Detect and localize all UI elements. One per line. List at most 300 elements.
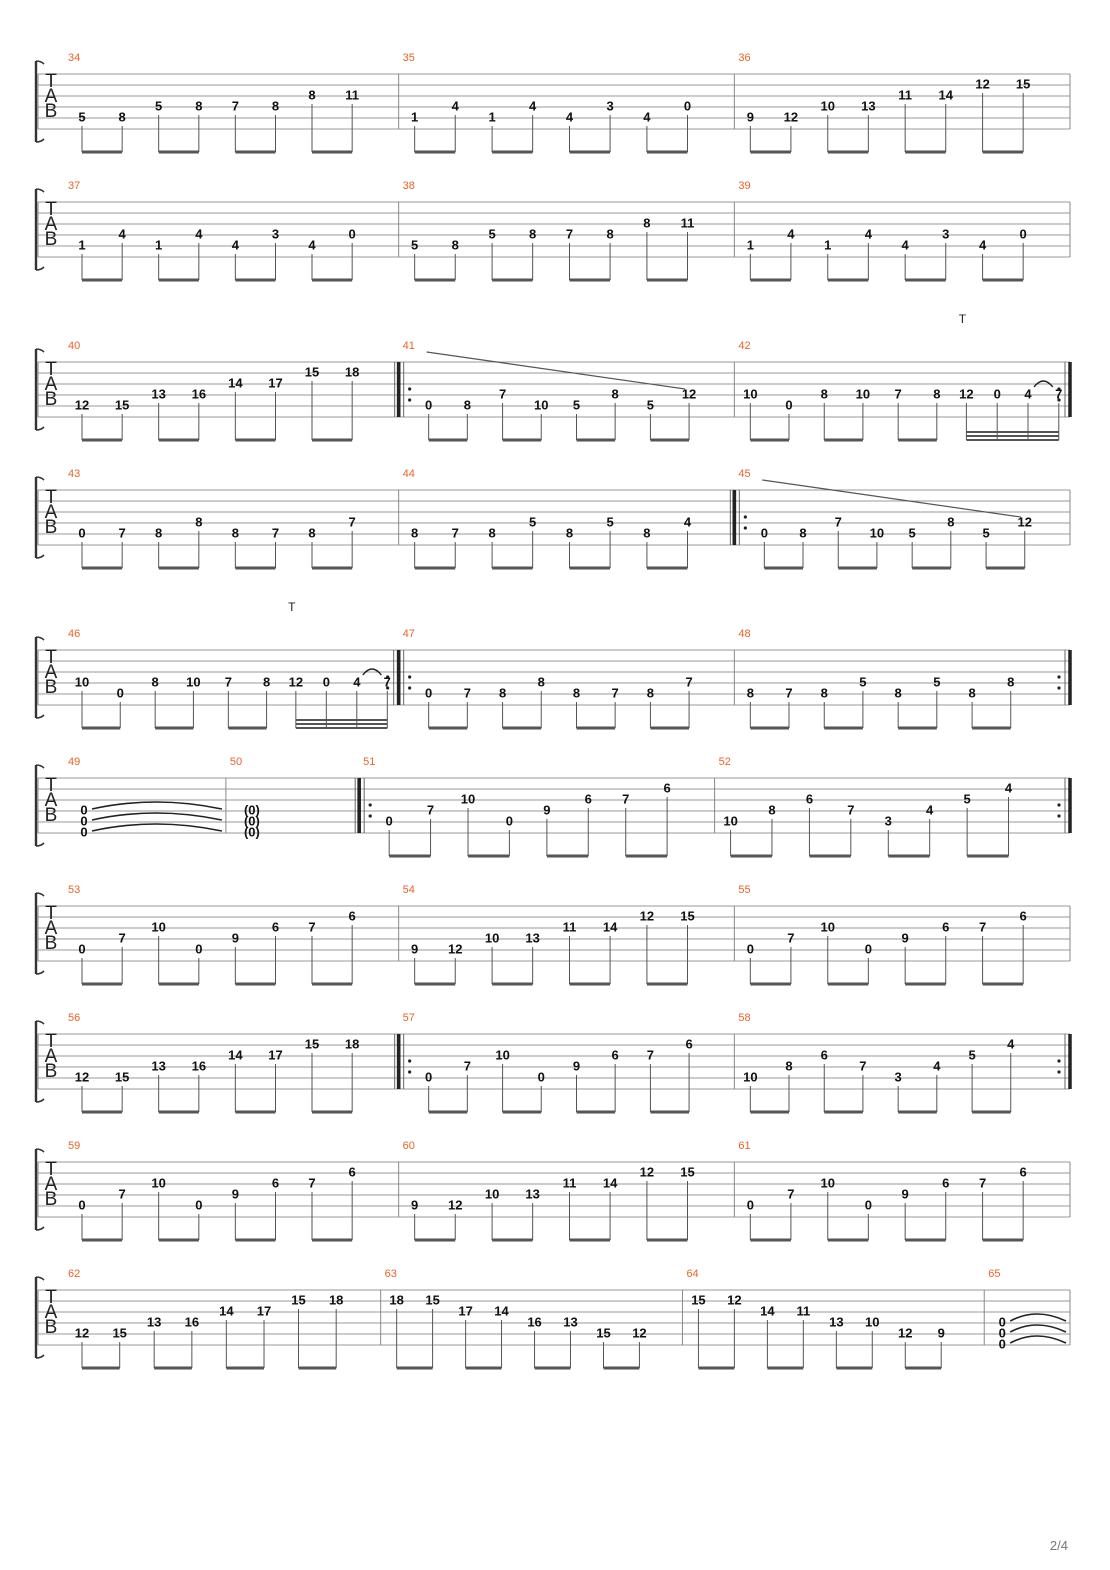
tab-clef-letter: B [44, 229, 58, 251]
fret-number: 8 [746, 685, 754, 701]
measure-48 [738, 628, 1070, 728]
fret-number: 8 [151, 674, 159, 690]
fret-number: 6 [271, 1175, 280, 1191]
fret-number: 4 [118, 226, 126, 242]
fret-number: 0 [425, 397, 433, 413]
tab-clef-letter: A [44, 86, 58, 108]
tab-clef-letter: T [45, 775, 57, 797]
measure-47 [399, 628, 735, 728]
fret-number: 13 [563, 1314, 578, 1330]
fret-number: 15 [114, 1069, 130, 1085]
fret-number: 10 [151, 1175, 166, 1191]
fret-number: 0 [683, 98, 692, 114]
fret-number: 8 [537, 674, 545, 690]
fret-number: 1 [155, 237, 163, 253]
tab-clef-letter: A [44, 1302, 58, 1324]
fret-number: 12 [639, 1164, 655, 1180]
measure-number: 51 [363, 755, 376, 768]
fret-number: 4 [1007, 1036, 1015, 1052]
fret-number: 7 [685, 674, 693, 690]
tie-arc [92, 813, 222, 820]
fret-number: 9 [937, 1325, 945, 1341]
fret-number: 15 [680, 908, 695, 924]
tap-marker: T [288, 600, 296, 615]
fret-number: 0 [78, 1197, 86, 1213]
fret-number: 9 [411, 1197, 419, 1213]
fret-number: 1 [824, 237, 832, 253]
fret-number: 10 [534, 397, 549, 413]
fret-number: 4 [565, 109, 574, 125]
fret-number: 12 [288, 674, 304, 690]
fret-number: 12 [448, 941, 463, 957]
fret-number: 7 [785, 685, 793, 701]
fret-number: 0 [425, 1069, 433, 1085]
fret-number: 0 [1019, 226, 1027, 242]
fret-number: 18 [328, 1292, 344, 1308]
fret-number: 0 [746, 941, 754, 957]
fret-number: 14 [602, 919, 618, 935]
tie-arc [1010, 1325, 1066, 1332]
tab-system [36, 180, 1070, 280]
fret-number: 8 [155, 525, 163, 541]
measure-35 [403, 52, 735, 152]
fret-number: 4 [926, 802, 934, 818]
fret-number: 11 [796, 1303, 811, 1319]
fret-number: 13 [525, 1186, 540, 1202]
fret-number: 8 [308, 525, 316, 541]
fret-number: 0 [385, 813, 393, 829]
fret-number: 17 [268, 375, 283, 391]
tab-system [36, 312, 1070, 440]
measure-50 [230, 756, 359, 840]
fret-number: 8 [968, 685, 976, 701]
fret-number: 7 [622, 791, 630, 807]
repeat-dot [408, 1059, 411, 1062]
slide-line [427, 352, 685, 389]
fret-number: 10 [869, 525, 885, 541]
fret-number: 7 [834, 514, 842, 530]
fret-number: 10 [820, 1175, 835, 1191]
fret-number: 7 [308, 919, 316, 935]
tab-clef-letter: T [45, 647, 57, 669]
tab-clef-letter: T [45, 1287, 57, 1309]
fret-number: 7 [271, 525, 280, 541]
tab-clef-letter: A [44, 1174, 58, 1196]
fret-number: 5 [78, 109, 86, 125]
measure-number: 57 [402, 1011, 415, 1024]
repeat-dot [744, 515, 747, 518]
fret-number: 14 [219, 1303, 234, 1319]
repeat-dot [1057, 1070, 1060, 1073]
fret-number: 7 [451, 525, 459, 541]
repeat-dot [408, 675, 411, 678]
fret-number: 4 [231, 237, 239, 253]
repeat-dot [369, 803, 372, 806]
fret-number: 5 [529, 514, 537, 530]
fret-number: 13 [151, 386, 166, 402]
fret-number: 9 [901, 1186, 909, 1202]
fret-number: 8 [488, 525, 496, 541]
fret-number: (0) [243, 824, 260, 840]
measure-53 [68, 884, 399, 984]
fret-number: 6 [348, 1164, 356, 1180]
fret-number: 8 [646, 685, 655, 701]
fret-number: 8 [195, 98, 203, 114]
measure-52 [719, 756, 1070, 856]
fret-number: 4 [933, 1058, 941, 1074]
fret-number: 17 [256, 1303, 272, 1319]
fret-number: 0 [425, 685, 433, 701]
fret-number: 10 [74, 674, 90, 690]
fret-number: 7 [463, 685, 471, 701]
tab-clef-letter: B [44, 389, 58, 411]
fret-number: 8 [118, 109, 126, 125]
repeat-dot [1057, 1059, 1060, 1062]
tie-arc [1010, 1314, 1066, 1321]
fret-number: 5 [488, 226, 496, 242]
fret-number: 5 [963, 791, 971, 807]
measure-41 [399, 340, 735, 440]
fret-number: 5 [908, 525, 916, 541]
fret-number: 12 [959, 386, 974, 402]
fret-number: 18 [389, 1292, 404, 1308]
fret-number: 9 [231, 930, 239, 946]
fret-number: 1 [411, 109, 419, 125]
fret-number: 7 [383, 674, 391, 690]
fret-number: 10 [723, 813, 738, 829]
tab-clef-letter: A [44, 502, 58, 524]
fret-number: 9 [231, 1186, 239, 1202]
tab-clef-letter: A [44, 1046, 58, 1068]
fret-number: 6 [611, 1047, 619, 1063]
fret-number: 7 [978, 919, 987, 935]
fret-number: 4 [901, 237, 909, 253]
fret-number: 4 [353, 674, 361, 690]
tab-system [36, 52, 1070, 152]
fret-number: 6 [271, 919, 280, 935]
measure-number: 42 [738, 339, 751, 352]
fret-number: 7 [308, 1175, 316, 1191]
fret-number: 8 [643, 215, 651, 231]
measure-43 [68, 468, 399, 568]
fret-number: 8 [451, 237, 459, 253]
fret-number: 7 [231, 98, 239, 114]
fret-number: 12 [74, 397, 90, 413]
fret-number: 4 [308, 237, 316, 253]
fret-number: 14 [760, 1303, 775, 1319]
fret-number: 5 [968, 1047, 976, 1063]
repeat-dot [1057, 686, 1060, 689]
fret-number: 0 [78, 941, 86, 957]
fret-number: 12 [74, 1069, 90, 1085]
fret-number: 8 [799, 525, 807, 541]
measure-61 [738, 1140, 1070, 1240]
fret-number: 0 [993, 386, 1001, 402]
measure-number: 50 [229, 755, 243, 768]
measure-number: 53 [68, 883, 81, 896]
measure-55 [738, 884, 1070, 984]
fret-number: 18 [344, 364, 360, 380]
fret-number: 7 [565, 226, 574, 242]
fret-number: 8 [611, 386, 619, 402]
fret-number: 4 [787, 226, 795, 242]
tab-clef-letter: B [44, 933, 58, 955]
fret-number: 0 [195, 941, 203, 957]
fret-number: 10 [820, 98, 835, 114]
tab-clef-letter: B [44, 1317, 58, 1339]
fret-number: 0 [195, 1197, 203, 1213]
fret-number: 7 [611, 685, 619, 701]
fret-number: 0 [322, 674, 330, 690]
measure-number: 39 [738, 179, 751, 192]
measure-46 [68, 600, 399, 728]
fret-number: 16 [527, 1314, 542, 1330]
fret-number: 6 [805, 791, 814, 807]
fret-number: 7 [787, 1186, 795, 1202]
fret-number: (0) [243, 802, 260, 818]
repeat-dot [1057, 803, 1060, 806]
measure-number: 41 [402, 339, 415, 352]
tab-clef-letter: B [44, 1189, 58, 1211]
fret-number: 9 [572, 1058, 581, 1074]
fret-number: 3 [271, 226, 280, 242]
fret-number: 16 [191, 386, 207, 402]
fret-number: 1 [488, 109, 496, 125]
fret-number: 0 [998, 1314, 1006, 1330]
tab-clef-letter: B [44, 805, 58, 827]
fret-number: 8 [271, 98, 280, 114]
measure-number: 43 [68, 467, 81, 480]
fret-number: 10 [186, 674, 201, 690]
fret-number: 18 [344, 1036, 360, 1052]
repeat-dot [1057, 814, 1060, 817]
fret-number: 13 [146, 1314, 162, 1330]
fret-number: 8 [195, 514, 203, 530]
tab-clef-letter: B [44, 677, 58, 699]
measure-number: 59 [68, 1139, 81, 1152]
fret-number: 8 [768, 802, 776, 818]
fret-number: 12 [783, 109, 799, 125]
fret-number: 7 [118, 930, 126, 946]
fret-number: 5 [411, 237, 419, 253]
fret-number: 15 [304, 1036, 320, 1052]
measure-number: 63 [384, 1267, 397, 1280]
fret-number: 8 [820, 685, 828, 701]
measure-45 [734, 468, 1070, 568]
fret-number: 0 [80, 813, 88, 829]
fret-number: 6 [942, 1175, 950, 1191]
measure-number: 34 [68, 51, 81, 64]
measure-number: 37 [68, 179, 81, 192]
fret-number: 13 [151, 1058, 166, 1074]
tab-clef-letter: T [45, 1031, 57, 1053]
fret-number: 12 [727, 1292, 742, 1308]
tab-clef-letter: A [44, 214, 58, 236]
fret-number: (0) [243, 813, 260, 829]
fret-number: 7 [646, 1047, 655, 1063]
tab-clef-letter: T [45, 903, 57, 925]
tab-clef-letter: T [45, 199, 57, 221]
measure-39 [738, 180, 1070, 280]
fret-number: 3 [884, 813, 892, 829]
fret-number: 11 [345, 87, 360, 103]
measure-number: 60 [402, 1139, 415, 1152]
fret-number: 15 [425, 1292, 440, 1308]
fret-number: 8 [1007, 674, 1015, 690]
repeat-dot [408, 686, 411, 689]
fret-number: 7 [426, 802, 435, 818]
fret-number: 0 [998, 1336, 1006, 1352]
fret-number: 10 [743, 386, 758, 402]
fret-number: 15 [114, 397, 130, 413]
fret-number: 5 [933, 674, 941, 690]
fret-number: 7 [859, 1058, 867, 1074]
fret-number: 15 [1015, 76, 1031, 92]
fret-number: 12 [898, 1325, 913, 1341]
fret-number: 3 [606, 98, 614, 114]
fret-number: 6 [942, 919, 950, 935]
fret-number: 0 [78, 525, 86, 541]
fret-number: 4 [643, 109, 651, 125]
fret-number: 11 [898, 87, 913, 103]
measure-34 [68, 52, 399, 152]
fret-number: 16 [191, 1058, 207, 1074]
fret-number: 4 [195, 226, 203, 242]
tab-clef-letter: B [44, 1061, 58, 1083]
fret-number: 6 [685, 1036, 693, 1052]
measure-number: 58 [738, 1011, 751, 1024]
fret-number: 12 [639, 908, 655, 924]
fret-number: 12 [681, 386, 697, 402]
fret-number: 10 [855, 386, 871, 402]
fret-number: 6 [1019, 908, 1027, 924]
measure-40 [68, 340, 399, 440]
measure-number: 47 [402, 627, 415, 640]
fret-number: 4 [864, 226, 872, 242]
fret-number: 14 [228, 375, 243, 391]
tab-system [36, 884, 1070, 984]
fret-number: 15 [596, 1325, 611, 1341]
fret-number: 5 [646, 397, 655, 413]
repeat-dot [369, 814, 372, 817]
tie-arc [1010, 1336, 1066, 1343]
fret-number: 15 [304, 364, 320, 380]
tap-marker: T [958, 312, 967, 327]
tab-system [36, 468, 1070, 568]
fret-number: 8 [820, 386, 828, 402]
fret-number: 8 [463, 397, 471, 413]
fret-number: 7 [463, 1058, 471, 1074]
tab-clef-letter: A [44, 918, 58, 940]
measure-57 [399, 1012, 735, 1112]
fret-number: 7 [978, 1175, 987, 1191]
fret-number: 14 [494, 1303, 509, 1319]
fret-number: 6 [348, 908, 356, 924]
fret-number: 10 [484, 930, 500, 946]
fret-number: 4 [978, 237, 987, 253]
fret-number: 8 [308, 87, 316, 103]
fret-number: 6 [663, 780, 671, 796]
fret-number: 5 [982, 525, 990, 541]
fret-number: 7 [847, 802, 855, 818]
repeat-dot [408, 387, 411, 390]
fret-number: 8 [262, 674, 271, 690]
measure-65 [988, 1268, 1070, 1352]
fret-number: 7 [498, 386, 507, 402]
fret-number: 4 [683, 514, 692, 530]
measure-number: 52 [718, 755, 731, 768]
measure-58 [738, 1012, 1070, 1112]
measure-number: 46 [68, 627, 81, 640]
fret-number: 0 [746, 1197, 754, 1213]
measure-number: 61 [738, 1139, 751, 1152]
fret-number: 8 [411, 525, 419, 541]
fret-number: 0 [80, 802, 88, 818]
fret-number: 12 [74, 1325, 90, 1341]
measure-number: 36 [738, 51, 751, 64]
fret-number: 15 [291, 1292, 306, 1308]
fret-number: 0 [80, 824, 88, 840]
fret-number: 4 [451, 98, 459, 114]
fret-number: 8 [529, 226, 537, 242]
fret-number: 12 [448, 1197, 463, 1213]
tab-clef-letter: A [44, 374, 58, 396]
fret-number: 14 [228, 1047, 243, 1063]
fret-number: 8 [572, 685, 581, 701]
fret-number: 0 [864, 1197, 872, 1213]
fret-number: 0 [998, 1325, 1006, 1341]
fret-number: 3 [894, 1069, 902, 1085]
fret-number: 9 [901, 930, 909, 946]
measure-64 [686, 1268, 984, 1368]
tie-arc [92, 824, 222, 831]
measure-62 [68, 1268, 381, 1368]
measure-59 [68, 1140, 399, 1240]
measure-number: 62 [68, 1267, 81, 1280]
fret-number: 9 [543, 802, 551, 818]
fret-number: 0 [760, 525, 768, 541]
measure-38 [403, 180, 735, 280]
tab-system [36, 600, 1070, 728]
tab-clef-letter: T [45, 487, 57, 509]
fret-number: 11 [562, 919, 577, 935]
fret-number: 1 [78, 237, 86, 253]
measure-number: 48 [738, 627, 751, 640]
page-number: 2/4 [1049, 1538, 1068, 1553]
tab-system [36, 1268, 1070, 1368]
fret-number: 7 [348, 514, 356, 530]
fret-number: 10 [495, 1047, 510, 1063]
measure-number: 40 [68, 339, 81, 352]
fret-number: 1 [746, 237, 754, 253]
slide-line [762, 480, 1020, 517]
fret-number: 8 [643, 525, 651, 541]
measure-number: 54 [402, 883, 415, 896]
measure-number: 38 [402, 179, 415, 192]
fret-number: 10 [460, 791, 476, 807]
fret-number: 5 [859, 674, 867, 690]
tab-clef-letter: A [44, 662, 58, 684]
tab-clef-letter: A [44, 790, 58, 812]
fret-number: 11 [680, 215, 695, 231]
fret-number: 0 [785, 397, 793, 413]
fret-number: 11 [562, 1175, 577, 1191]
fret-number: 10 [484, 1186, 500, 1202]
fret-number: 7 [224, 674, 232, 690]
measure-number: 49 [68, 755, 81, 768]
fret-number: 7 [787, 930, 795, 946]
fret-number: 6 [820, 1047, 828, 1063]
